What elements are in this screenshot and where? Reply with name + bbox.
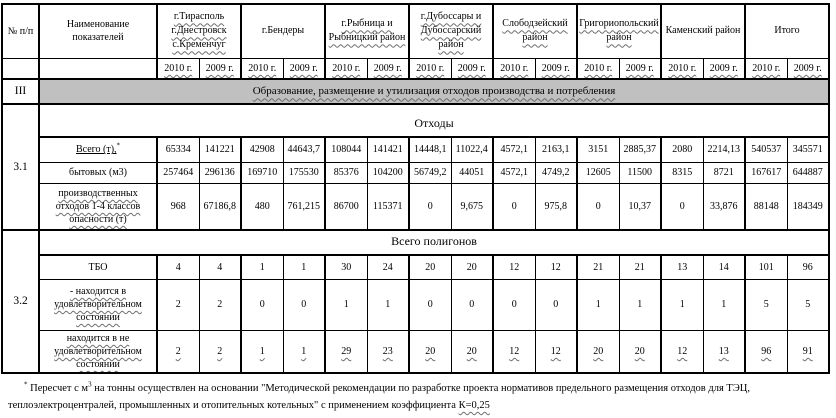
row-label-household: бытовых (м3) [39,162,157,183]
value-cell: 11500 [619,162,661,183]
value-cell: 12 [493,255,535,279]
value-cell: 14448,1 [409,137,451,162]
section-31-number: 3.1 [2,104,39,230]
year-header-cell: 2009 г. [703,58,745,79]
value-cell: 0 [493,183,535,230]
value-cell: 141221 [199,137,241,162]
value-cell: 1 [325,279,367,330]
year-header-cell: 2010 г. [493,58,535,79]
header-row [2,4,829,58]
value-cell: 2163,1 [535,137,577,162]
year-header-cell: 2010 г. [241,58,283,79]
value-cell: 2 [199,279,241,330]
value-cell: 108044 [325,137,367,162]
value-cell: 91 [787,330,829,373]
value-cell: 8315 [661,162,703,183]
value-cell: 33,876 [703,183,745,230]
value-cell: 86700 [325,183,367,230]
footnote [8,381,830,415]
value-cell: 21 [619,255,661,279]
cubic-meter-superscript: 3 [88,380,92,389]
year-header-cell: 2009 г. [451,58,493,79]
value-cell: 2885,37 [619,137,661,162]
region-header-bendery: г.Бендеры [241,4,325,58]
value-cell: 3151 [577,137,619,162]
year-header-cell: 2010 г. [661,58,703,79]
row-label-total-tons [39,137,157,162]
value-cell: 13 [703,330,745,373]
waste-band-label: Отходы [39,104,829,137]
value-cell: 0 [493,279,535,330]
value-cell: 4 [157,255,199,279]
region-header-grigoriopol: Григориопольский район [577,4,661,58]
value-cell: 1 [241,255,283,279]
year-header-cell: 2009 г. [619,58,661,79]
value-cell: 65334 [157,137,199,162]
waste-band-row [2,104,829,137]
data-row-satisfactory [2,279,829,330]
value-cell: 2214,13 [703,137,745,162]
value-cell: 1 [577,279,619,330]
value-cell: 761,215 [283,183,325,230]
value-cell: 2 [199,330,241,373]
row-label-industrial: производственных отходов 1-4 классов опасности (т) [39,183,157,230]
value-cell: 20 [409,330,451,373]
value-cell: 169710 [241,162,283,183]
value-cell: 4749,2 [535,162,577,183]
value-cell: 20 [451,255,493,279]
value-cell: 67186,8 [199,183,241,230]
value-cell: 12 [493,330,535,373]
value-cell: 12 [535,255,577,279]
value-cell: 11022,4 [451,137,493,162]
year-header-cell: 2010 г. [577,58,619,79]
value-cell: 5 [787,279,829,330]
value-cell: 85376 [325,162,367,183]
value-cell: 0 [451,279,493,330]
value-cell: 8721 [703,162,745,183]
data-row-tbo [2,255,829,279]
region-header-rybnitsa: г.Рыбница и Рыбницкий район [325,4,409,58]
value-cell: 2 [157,330,199,373]
value-cell: 0 [409,183,451,230]
row-label-unsatisfactory: находится в не удовлетворительном состоянии [39,330,157,373]
value-cell: 88148 [745,183,787,230]
value-cell: 24 [367,255,409,279]
value-cell: 20 [451,330,493,373]
value-cell: 968 [157,183,199,230]
value-cell: 975,8 [535,183,577,230]
region-header-kamenka: Каменский район [661,4,745,58]
section-iii-title: Образование, размещение и утилизация отходов производства и потребления [39,79,829,104]
value-cell: 141421 [367,137,409,162]
year-header-cell: 2010 г. [745,58,787,79]
value-cell: 42908 [241,137,283,162]
value-cell: 296136 [199,162,241,183]
row-label-satisfactory: - находится в удовлетворительном состоянии [39,279,157,330]
value-cell: 1 [283,330,325,373]
value-cell: 540537 [745,137,787,162]
value-cell: 10,37 [619,183,661,230]
value-cell: 20 [619,330,661,373]
data-row-industrial [2,183,829,230]
footnote-asterisk: * [24,380,28,389]
footnote-text-body: на тонны осуществлен на основании "Методической рекомендации по разработке проекта нормативов предельного размещения отходов для ТЭЦ, теплоэлектроцентралей, промышленных и отопительных котельных" с применением коэффициента [8,383,750,411]
value-cell: 0 [577,183,619,230]
value-cell: 20 [577,330,619,373]
footnote-marker: * [116,141,121,150]
col-header-name: Наименование показателей [39,4,157,58]
value-cell: 167617 [745,162,787,183]
value-cell: 644887 [787,162,829,183]
years-row [2,58,829,79]
year-header-cell: 2010 г. [157,58,199,79]
empty-cell [39,58,157,79]
value-cell: 13 [661,255,703,279]
value-cell: 14 [703,255,745,279]
value-cell: 56749,2 [409,162,451,183]
value-cell: 20 [409,255,451,279]
value-cell: 44051 [451,162,493,183]
value-cell: 115371 [367,183,409,230]
landfills-band-label: Всего полигонов [39,230,829,255]
value-cell: 1 [661,279,703,330]
value-cell: 4572,1 [493,162,535,183]
value-cell: 0 [241,279,283,330]
value-cell: 480 [241,183,283,230]
value-cell: 4 [199,255,241,279]
value-cell: 175530 [283,162,325,183]
section-32-number: 3.2 [2,230,39,373]
year-header-cell: 2009 г. [787,58,829,79]
data-row-total-tons [2,137,829,162]
value-cell: 96 [787,255,829,279]
value-cell: 30 [325,255,367,279]
value-cell: 2080 [661,137,703,162]
value-cell: 0 [535,279,577,330]
region-header-dubossary: г.Дубоссары и Дубоссарский район [409,4,493,58]
value-cell: 0 [661,183,703,230]
value-cell: 184349 [787,183,829,230]
footnote-coefficient: К=0,25 [458,399,490,411]
value-cell: 12605 [577,162,619,183]
value-cell: 1 [367,279,409,330]
value-cell: 0 [283,279,325,330]
value-cell: 2 [157,279,199,330]
col-header-number: № п/п [2,4,39,58]
row-label-tbo: ТБО [39,255,157,279]
year-header-cell: 2010 г. [325,58,367,79]
value-cell: 12 [535,330,577,373]
value-cell: 1 [241,330,283,373]
value-cell: 257464 [157,162,199,183]
value-cell: 12 [661,330,703,373]
empty-cell [2,58,39,79]
value-cell: 104200 [367,162,409,183]
value-cell: 96 [745,330,787,373]
value-cell: 9,675 [451,183,493,230]
value-cell: 21 [577,255,619,279]
year-header-cell: 2009 г. [283,58,325,79]
region-header-slobodzeya: Слободзейский район [493,4,577,58]
value-cell: 44643,7 [283,137,325,162]
year-header-cell: 2009 г. [367,58,409,79]
section-iii-number: III [2,79,39,104]
value-cell: 5 [745,279,787,330]
value-cell: 345571 [787,137,829,162]
value-cell: 1 [703,279,745,330]
report-table [1,3,830,374]
value-cell: 1 [283,255,325,279]
value-cell: 0 [409,279,451,330]
value-cell: 4572,1 [493,137,535,162]
data-row-household [2,162,829,183]
value-cell: 29 [325,330,367,373]
section-iii-row [2,79,829,104]
year-header-cell: 2009 г. [535,58,577,79]
landfills-band-row [2,230,829,255]
year-header-cell: 2009 г. [199,58,241,79]
region-header-tiraspol: г.Тирасполь г.Днестровск с.Кременчуг [157,4,241,58]
value-cell: 101 [745,255,787,279]
value-cell: 1 [619,279,661,330]
value-cell: 23 [367,330,409,373]
row-label-text: Всего (т), [75,144,117,156]
region-header-total: Итого [745,4,829,58]
footnote-text-start: Пересчет с м [27,383,89,394]
year-header-cell: 2010 г. [409,58,451,79]
data-row-unsatisfactory [2,330,829,373]
